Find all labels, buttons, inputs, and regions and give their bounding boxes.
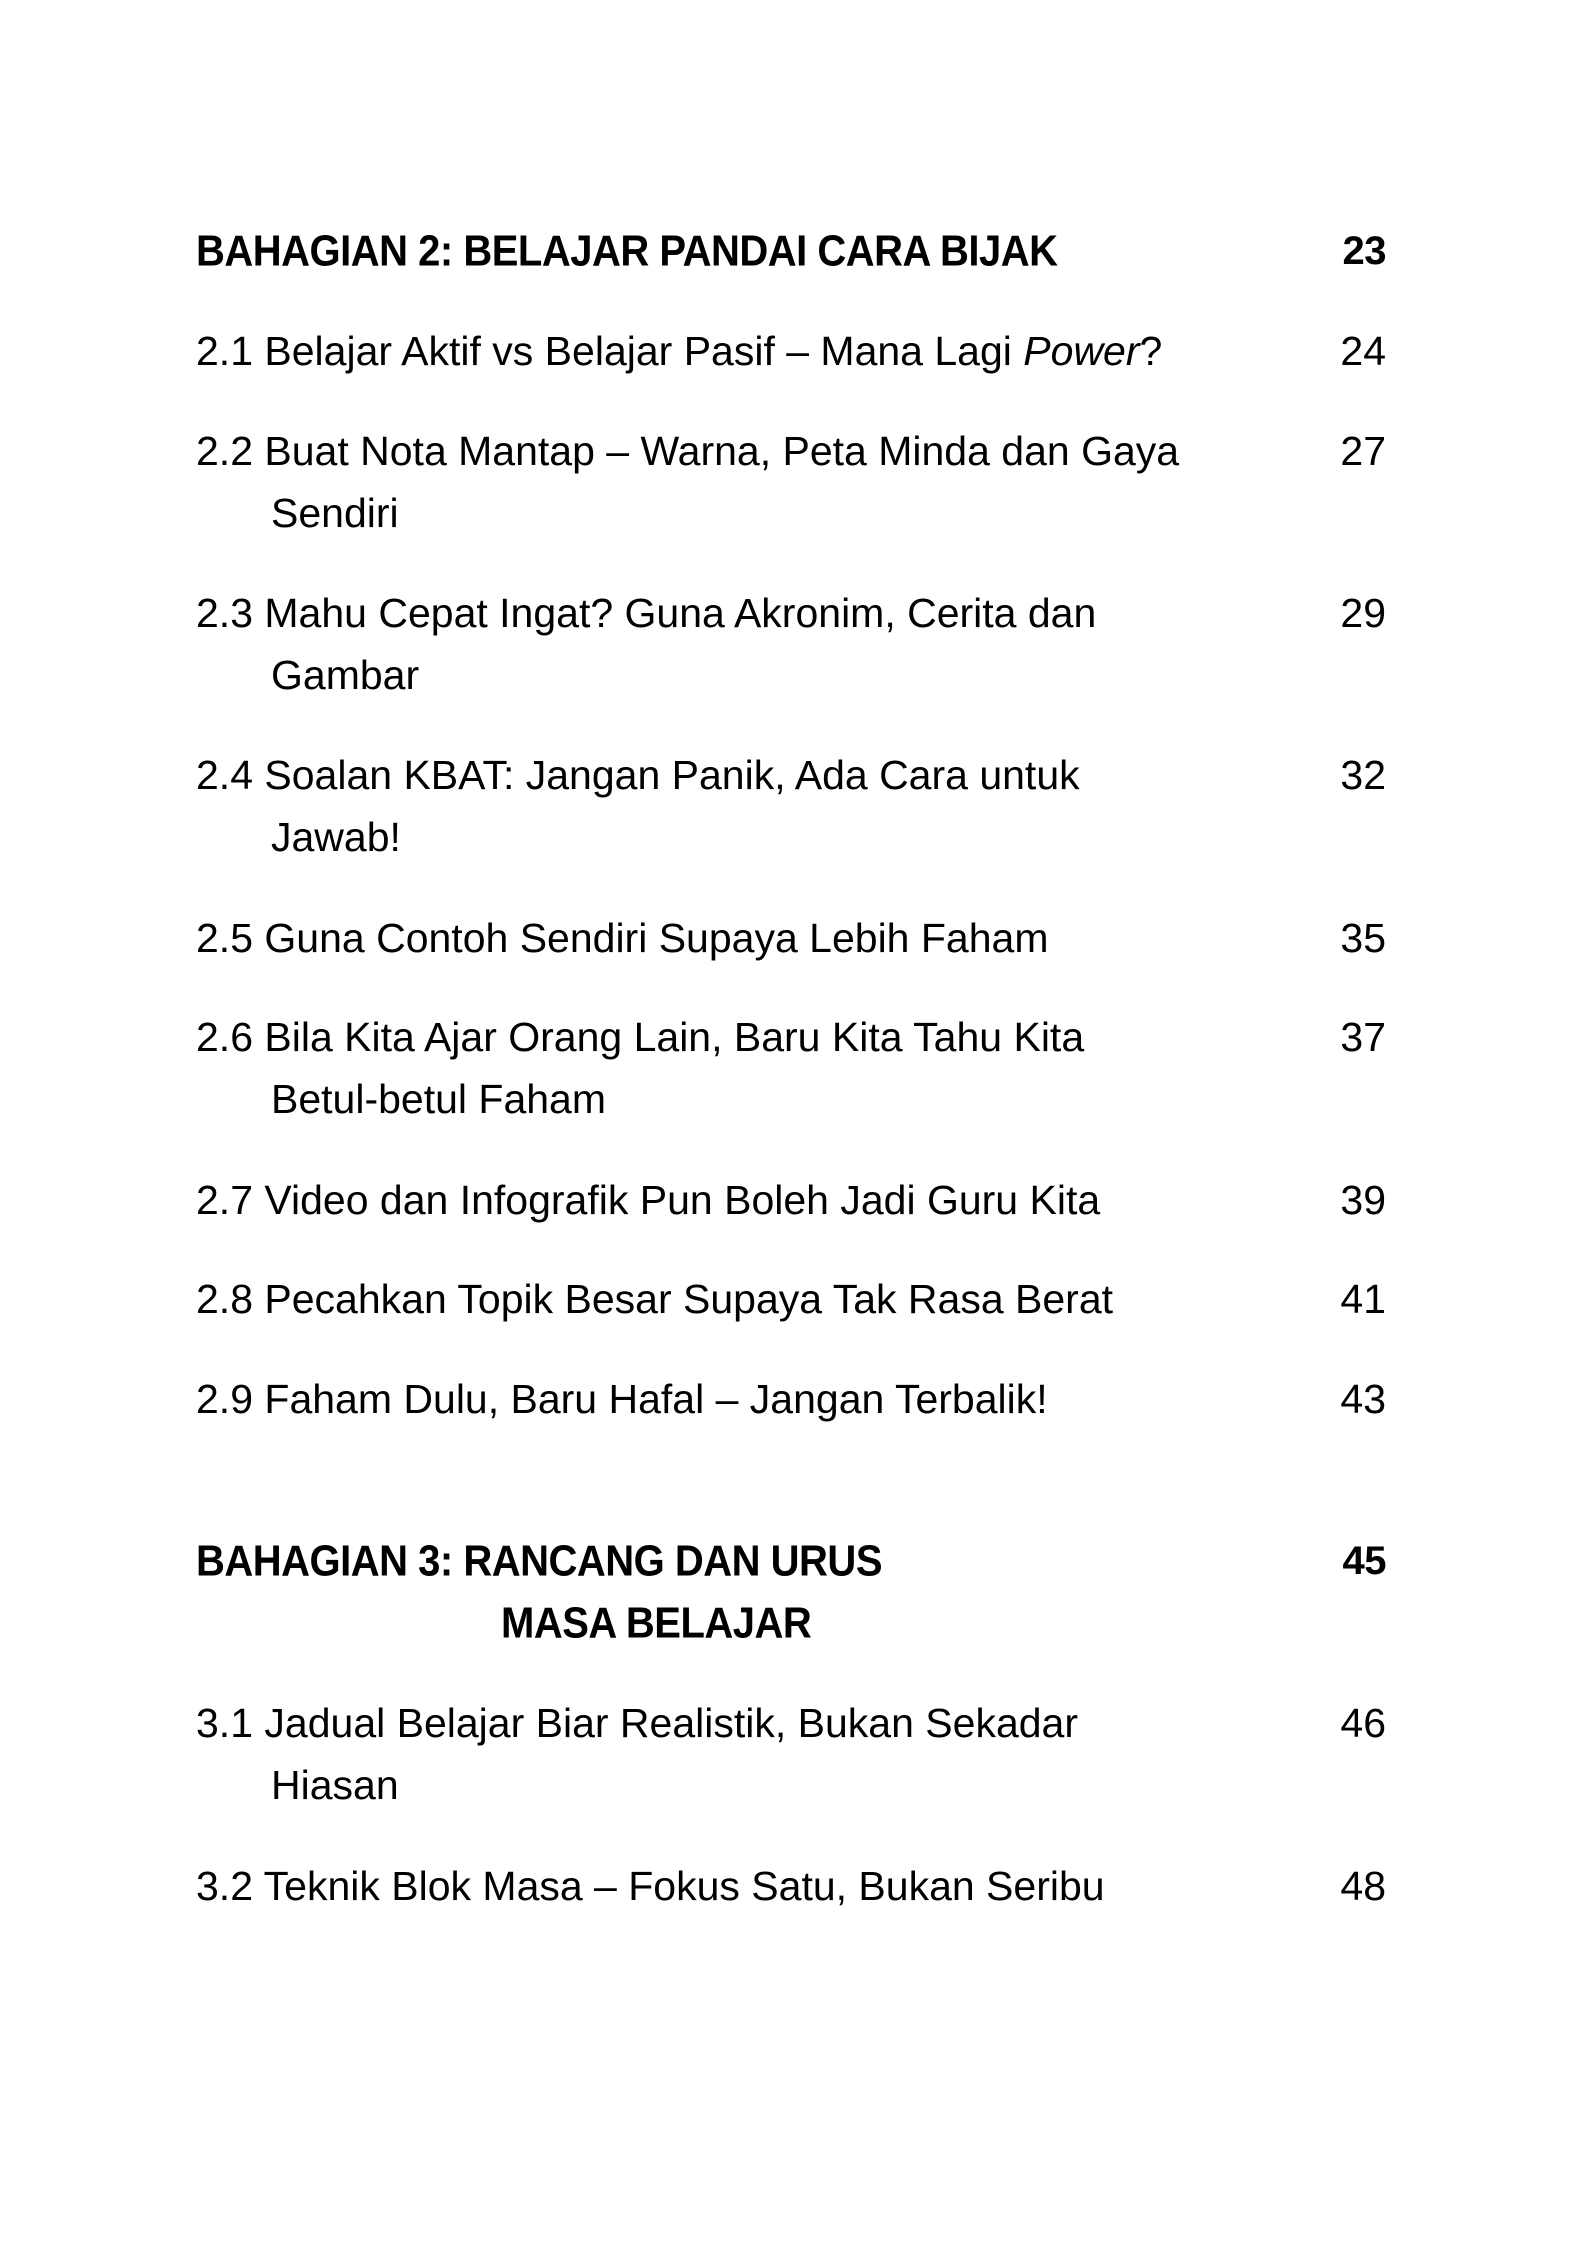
entry-title-cont: Hiasan xyxy=(271,1762,399,1808)
entry-number: 2.1 xyxy=(196,328,253,374)
page-number: 45 xyxy=(1342,1539,1386,1583)
entry-number: 2.6 xyxy=(196,1014,253,1060)
entry-number: 2.2 xyxy=(196,428,253,474)
toc-entry-3-1[interactable] xyxy=(196,1692,1386,1816)
entry-number: 2.9 xyxy=(196,1376,253,1422)
entry-number: 2.7 xyxy=(196,1177,253,1223)
entry-title: Bila Kita Ajar Orang Lain, Baru Kita Tahu Kita xyxy=(264,1014,1085,1060)
toc-entry-2-4[interactable] xyxy=(196,744,1386,868)
toc-entry-2-9[interactable] xyxy=(196,1368,1386,1430)
page-number: 46 xyxy=(1340,1700,1386,1746)
page-number: 27 xyxy=(1340,428,1386,474)
entry-title-cont: Sendiri xyxy=(271,490,399,536)
entry-title: Buat Nota Mantap – Warna, Peta Minda dan Gaya xyxy=(264,428,1180,474)
entry-title: Pecahkan Topik Besar Supaya Tak Rasa Berat xyxy=(264,1276,1114,1322)
entry-title: Belajar Aktif vs Belajar Pasif – Mana Lagi xyxy=(264,328,1024,374)
page-number: 23 xyxy=(1342,229,1386,273)
toc-entry-3-2[interactable] xyxy=(196,1855,1386,1917)
toc-entry-2-3[interactable] xyxy=(196,582,1386,706)
entry-number: 3.1 xyxy=(196,1700,253,1746)
entry-title: Jadual Belajar Biar Realistik, Bukan Sekadar xyxy=(264,1700,1078,1746)
entry-title-end: ? xyxy=(1139,328,1163,374)
toc-entry-2-2[interactable] xyxy=(196,420,1386,544)
entry-number: 3.2 xyxy=(196,1863,253,1909)
toc-entry-2-6[interactable] xyxy=(196,1006,1386,1130)
page-number: 35 xyxy=(1340,915,1386,961)
entry-title: Faham Dulu, Baru Hafal – Jangan Terbalik! xyxy=(264,1376,1048,1422)
toc-entry-2-1[interactable] xyxy=(196,320,1386,382)
toc-entry-2-5[interactable] xyxy=(196,907,1386,969)
page-number: 37 xyxy=(1340,1014,1386,1060)
page-number: 39 xyxy=(1340,1177,1386,1223)
section-title: BAHAGIAN 3: RANCANG DAN URUS xyxy=(196,1536,882,1586)
entry-number: 2.3 xyxy=(196,590,253,636)
toc-entry-2-8[interactable] xyxy=(196,1268,1386,1330)
entry-title: Soalan KBAT: Jangan Panik, Ada Cara untuk xyxy=(264,752,1080,798)
entry-title: Guna Contoh Sendiri Supaya Lebih Faham xyxy=(264,915,1049,961)
entry-number: 2.4 xyxy=(196,752,253,798)
entry-title-italic: Power xyxy=(1023,328,1140,374)
page-number: 41 xyxy=(1340,1276,1386,1322)
page-number: 43 xyxy=(1340,1376,1386,1422)
page-number: 24 xyxy=(1340,328,1386,374)
page-number: 29 xyxy=(1340,590,1386,636)
entry-title-cont: Gambar xyxy=(271,652,420,698)
page-number: 48 xyxy=(1340,1863,1386,1909)
entry-number: 2.8 xyxy=(196,1276,253,1322)
page-number: 32 xyxy=(1340,752,1386,798)
toc-entry-2-7[interactable] xyxy=(196,1169,1386,1231)
entry-title: Teknik Blok Masa – Fokus Satu, Bukan Seribu xyxy=(263,1863,1105,1909)
entry-title-cont: Betul-betul Faham xyxy=(271,1076,607,1122)
section-title-cont: MASA BELAJAR xyxy=(501,1598,812,1648)
entry-title: Video dan Infografik Pun Boleh Jadi Guru Kita xyxy=(264,1177,1101,1223)
toc-section-2[interactable] xyxy=(196,220,1386,282)
entry-title: Mahu Cepat Ingat? Guna Akronim, Cerita dan xyxy=(264,590,1097,636)
entry-number: 2.5 xyxy=(196,915,253,961)
toc-section-3[interactable] xyxy=(196,1530,1386,1654)
entry-title-cont: Jawab! xyxy=(271,814,401,860)
section-title: BAHAGIAN 2: BELAJAR PANDAI CARA BIJAK xyxy=(196,226,1058,276)
